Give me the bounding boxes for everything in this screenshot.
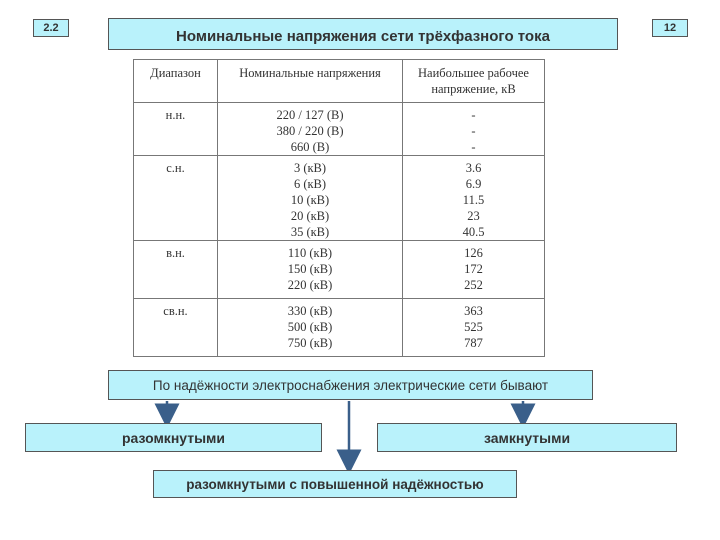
cell-nominal-value: 220 / 127 (В) xyxy=(276,108,344,122)
cell-nominal-value: 110 (кВ) xyxy=(287,246,333,260)
header-max-line-1: Наибольшее рабочее xyxy=(418,66,529,80)
cell-nominal-value: 380 / 220 (В) xyxy=(276,124,344,138)
cell-range: н.н. xyxy=(134,103,218,156)
cell-max-value: 252 xyxy=(464,278,483,292)
cell-max-value: - xyxy=(471,108,476,122)
open-network-box: разомкнутыми xyxy=(25,423,322,452)
header-range: Диапазон xyxy=(134,60,218,103)
cell-max-value: 23 xyxy=(467,209,480,223)
open-reliable-network-box: разомкнутыми с повышенной надёжностью xyxy=(153,470,517,498)
cell-max-value: 11.5 xyxy=(462,193,485,207)
cell-nominal-value: 500 (кВ) xyxy=(287,320,333,334)
cell-max-value: 3.6 xyxy=(465,161,482,175)
cell-nominal-value: 20 (кВ) xyxy=(290,209,330,223)
cell-max-value: - xyxy=(471,124,476,138)
header-max-line-2: напряжение, кВ xyxy=(431,82,516,96)
cell-nominal-value: 150 (кВ) xyxy=(287,262,333,276)
reliability-question-box: По надёжности электроснабжения электрические сети бывают xyxy=(108,370,593,400)
cell-nominal-value: 660 (В) xyxy=(290,140,330,154)
header-nominal-line: Номинальные напряжения xyxy=(239,66,381,80)
cell-range: св.н. xyxy=(134,299,218,357)
cell-max-value: 126 xyxy=(464,246,483,260)
slide-title: Номинальные напряжения сети трёхфазного тока xyxy=(108,18,618,50)
cell-max-value: 787 xyxy=(464,336,483,350)
page-number-badge: 12 xyxy=(652,19,688,37)
cell-nominal-value: 3 (кВ) xyxy=(293,161,327,175)
cell-max-value: 40.5 xyxy=(462,225,485,239)
cell-max-value: 6.9 xyxy=(465,177,482,191)
cell-max-value: - xyxy=(471,140,476,154)
cell-nominal-value: 10 (кВ) xyxy=(290,193,330,207)
section-number-badge: 2.2 xyxy=(33,19,69,37)
cell-max-value: 363 xyxy=(464,304,483,318)
cell-range: с.н. xyxy=(134,156,218,241)
cell-nominal-value: 6 (кВ) xyxy=(293,177,327,191)
cell-nominal-value: 35 (кВ) xyxy=(290,225,330,239)
cell-max-value: 172 xyxy=(464,262,483,276)
cell-nominal-value: 330 (кВ) xyxy=(287,304,333,318)
closed-network-box: замкнутыми xyxy=(377,423,677,452)
cell-range: в.н. xyxy=(134,241,218,299)
cell-nominal-value: 220 (кВ) xyxy=(287,278,333,292)
cell-nominal-value: 750 (кВ) xyxy=(287,336,333,350)
cell-max-value: 525 xyxy=(464,320,483,334)
